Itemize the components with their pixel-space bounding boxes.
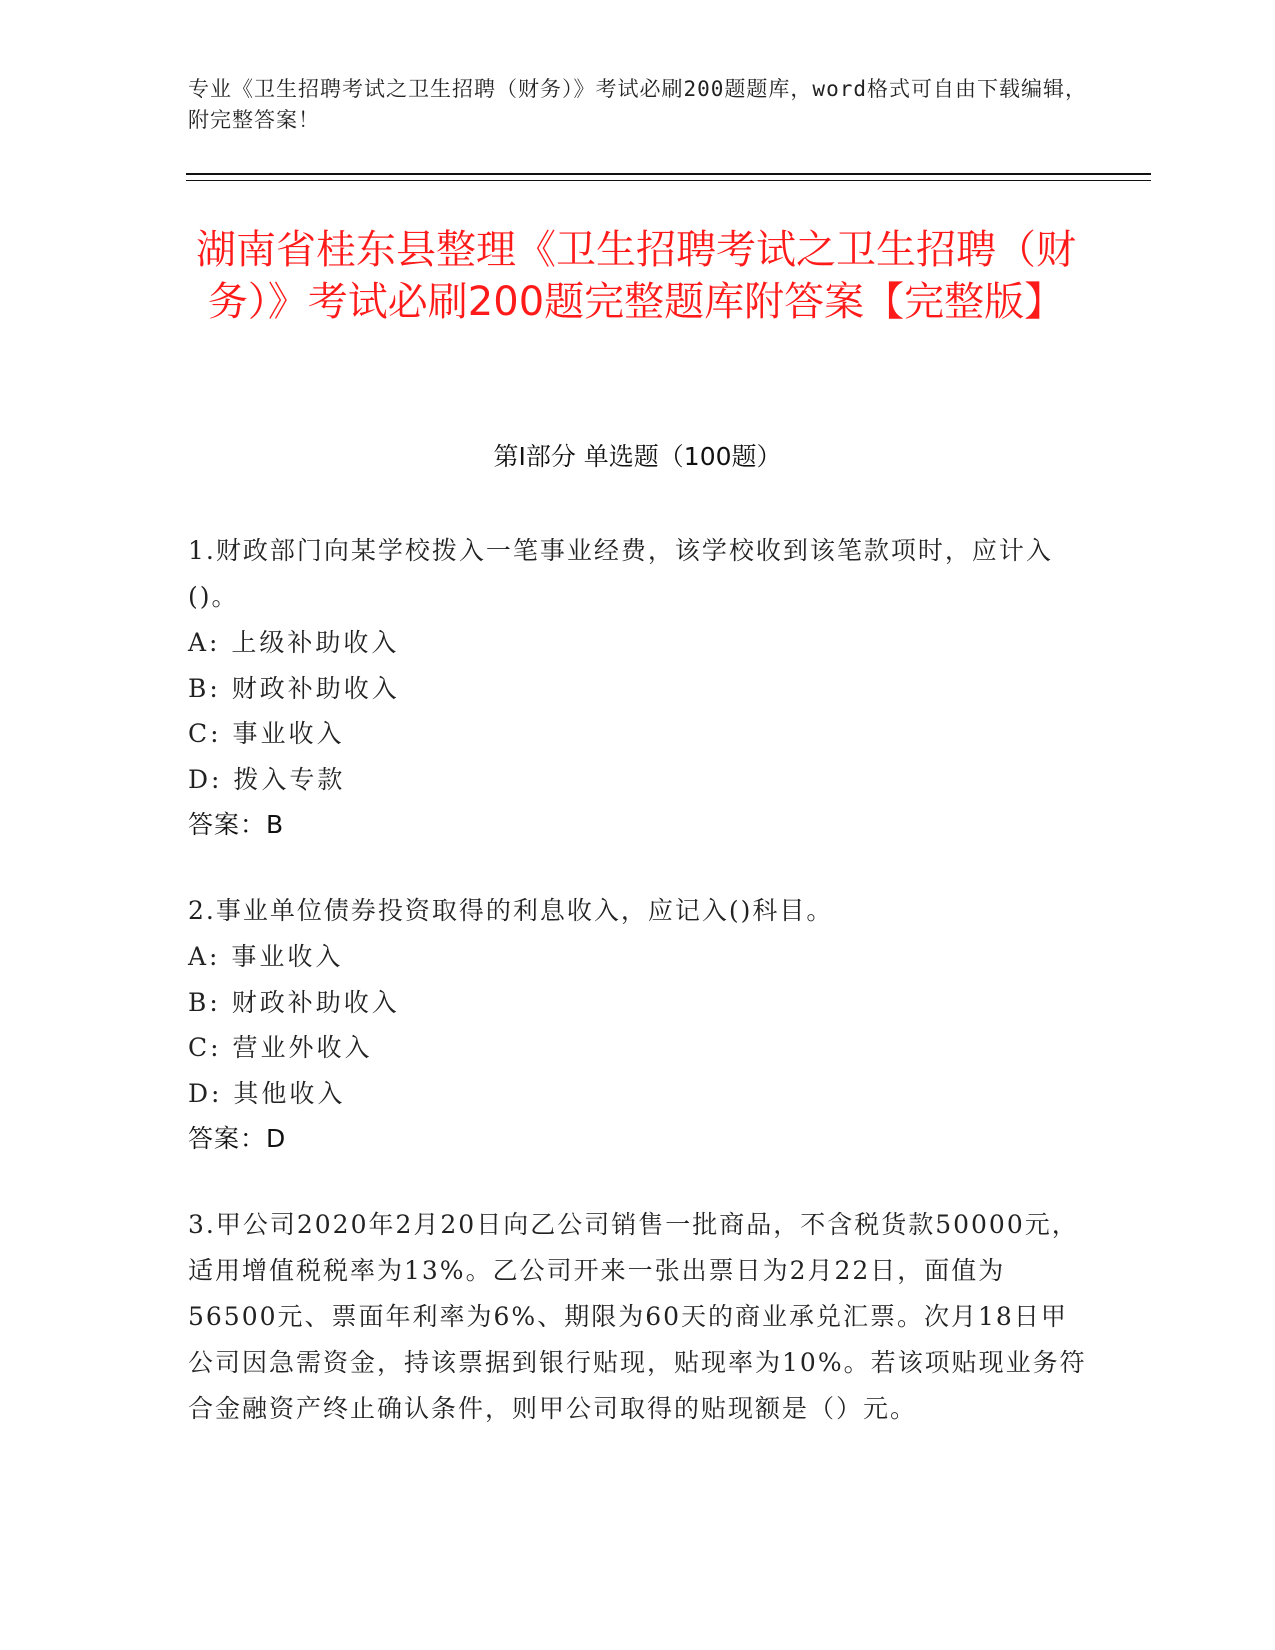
option-b: B: 财政补助收入 [188, 673, 400, 703]
option-d: D: 拨入专款 [188, 764, 346, 794]
option-d: D: 其他收入 [188, 1078, 346, 1108]
option-c: C: 营业外收入 [188, 1033, 373, 1062]
question-3 [188, 1202, 1088, 1432]
question-2 [188, 888, 1088, 1162]
header-rule-thick [186, 173, 1151, 175]
document-title: 湖南省桂东县整理《卫生招聘考试之卫生招聘（财务）》考试必刷200题完整题库附答案【完整版】 [196, 227, 1076, 325]
question-1 [188, 528, 1088, 848]
question-text: 2.事业单位债券投资取得的利息收入，应记入()科目。 [188, 896, 834, 925]
option-c: C: 事业收入 [188, 719, 345, 748]
question-text: 3.甲公司2020年2月20日向乙公司销售一批商品，不含税货款50000元，适用增值税税率为13%。乙公司开来一张出票日为2月22日，面值为56500元、票面年利率为6%、期限为60天的商业承兑汇票。次月18日甲公司因急需资金，持该票据到银行贴现，贴现率为10%。若该项贴现业务符合金融资产终止确认条件，则甲公司取得的贴现额是（）元。 [188, 1210, 1087, 1423]
question-list [188, 528, 1088, 1472]
answer: 答案：B [188, 810, 285, 839]
option-a: A: 上级补助收入 [188, 628, 400, 657]
header-rule-thin [186, 180, 1151, 181]
answer: 答案：D [188, 1124, 287, 1153]
header-note: 专业《卫生招聘考试之卫生招聘（财务）》考试必刷200题题库，word格式可自由下载编辑，附完整答案！ [188, 77, 1087, 132]
section-title: 第Ⅰ部分 单选题（100题） [493, 442, 782, 471]
question-text: 1.财政部门向某学校拨入一笔事业经费，该学校收到该笔款项时，应计入()。 [188, 536, 1053, 611]
option-b: B: 财政补助收入 [188, 987, 400, 1017]
option-a: A: 事业收入 [188, 942, 344, 971]
